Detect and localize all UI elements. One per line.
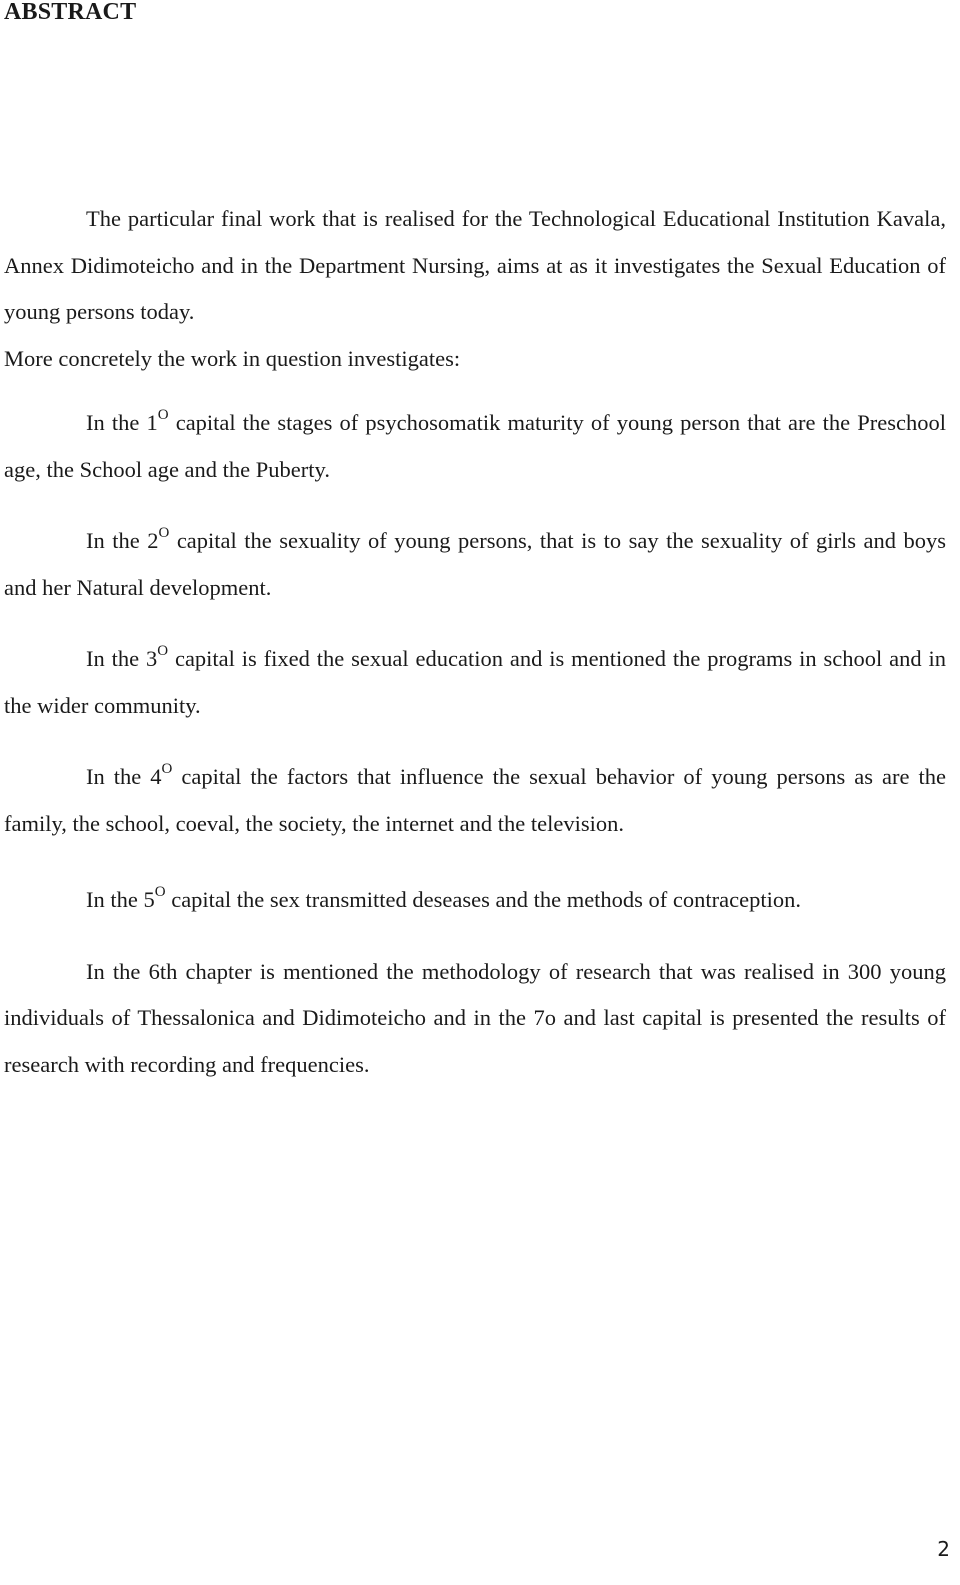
abstract-body xyxy=(4,196,946,1088)
page-heading: ABSTRACT xyxy=(4,0,137,25)
chapter-2-prefix: In the 2 xyxy=(86,528,159,553)
chapter-2-superscript: O xyxy=(158,525,170,541)
chapter-3-text: capital is fixed the sexual education and is mentioned the programs in school and in the wider community. xyxy=(4,646,946,718)
chapter-4-prefix: In the 4 xyxy=(86,764,162,789)
chapter-5-paragraph xyxy=(4,877,946,924)
chapter-5-text: capital the sex transmitted deseases and the methods of contraception. xyxy=(165,887,801,912)
chapter-4-paragraph xyxy=(4,754,946,847)
chapter-1-superscript: O xyxy=(157,407,169,423)
chapter-1-text: capital the stages of psychosomatik maturity of young person that are the Preschool age, the School age and the Puberty. xyxy=(4,410,947,482)
chapter-3-prefix: In the 3 xyxy=(86,646,158,671)
intro-paragraph: The particular final work that is realised for the Technological Educational Institution Kavala, Annex Didimoteicho and in the Department Nursing, aims at as it investigates the Sexual Education of young persons today. xyxy=(4,206,946,324)
chapter-3-paragraph xyxy=(4,636,946,729)
chapter-2-text: capital the sexuality of young persons, that is to say the sexuality of girls and boys and her Natural development. xyxy=(4,528,946,600)
chapter-5-superscript: O xyxy=(154,884,166,900)
lead-in-paragraph: More concretely the work in question investigates: xyxy=(4,345,461,371)
chapter-2-paragraph xyxy=(4,518,946,611)
closing-paragraph: In the 6th chapter is mentioned the methodology of research that was realised in 300 young individuals of Thessalonica and Didimoteicho and in the 7o and last capital is presented the results of research with recording and frequencies. xyxy=(4,958,946,1077)
chapter-4-superscript: O xyxy=(161,761,173,777)
chapter-1-paragraph xyxy=(4,400,946,493)
chapter-4-text: capital the factors that influence the sexual behavior of young persons as are the family, the school, coeval, the society, the internet and the television. xyxy=(4,764,946,836)
page-number: 2 xyxy=(937,1537,950,1561)
chapter-3-superscript: O xyxy=(157,643,169,659)
chapter-1-prefix: In the 1 xyxy=(86,410,158,435)
chapter-5-prefix: In the 5 xyxy=(86,887,155,912)
